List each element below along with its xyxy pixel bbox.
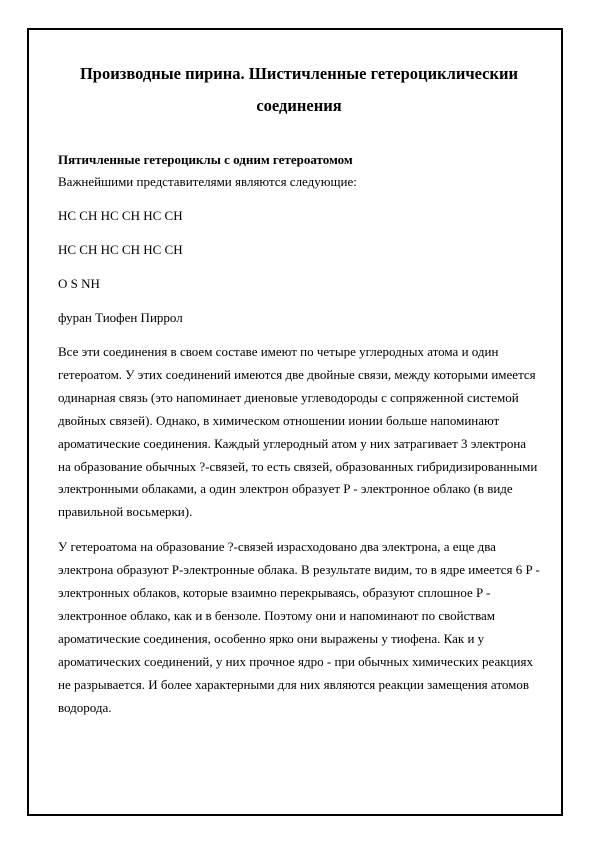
document-title: Производные пирина. Шистичленные гетероциклическии соединения — [79, 64, 519, 115]
paragraph-2: У гетероатома на образование ?-связей израсходовано два электрона, а еще два электрона образуют P-электронные облака. В результате видим, то в ядре имеется 6 P - электронных облаков, которые взаимно перекрываясь, образуют сплошное P - электронное облако, как и в бензоле. Поэтому они и напоминают по свойствам ароматические соединения, особенно ярко они выражены у тиофена. Как и у ароматических соединений, у них прочное ядро - при обычных химических реакциях не разрывается. И более характерными для них являются реакции замещения атомов водорода. — [58, 539, 540, 715]
paragraph-1: Все эти соединения в своем составе имеют по четыре углеродных атома и один гетероатом. У этих соединений имеются две двойные связи, между которыми имеется одинарная связь (это напоминает диеновые углеводороды с сопряженной системой двойных связей). Однако, в химическом отношении ионии больше напоминают ароматические соединения. Каждый углеродный атом у них затрагивает 3 электрона на образование обычных ?-связей, то есть связей, образованных гибридизированными электронными облаками, а один электрон образует P - электронное облако (в виде правильной восьмерки). — [58, 344, 538, 520]
formula-line-1: HC CH HC CH HC CH — [58, 208, 183, 223]
formula-line-3: O S NH — [58, 276, 100, 291]
section-heading: Пятичленные гетероциклы с одним гетероатомом — [58, 152, 353, 167]
intro-text: Важнейшими представителями являются следующие: — [58, 174, 357, 189]
document-body — [58, 58, 540, 720]
formula-line-2: HC CH HC CH HC CH — [58, 242, 183, 257]
compound-names: фуран Тиофен Пиррол — [58, 310, 183, 325]
